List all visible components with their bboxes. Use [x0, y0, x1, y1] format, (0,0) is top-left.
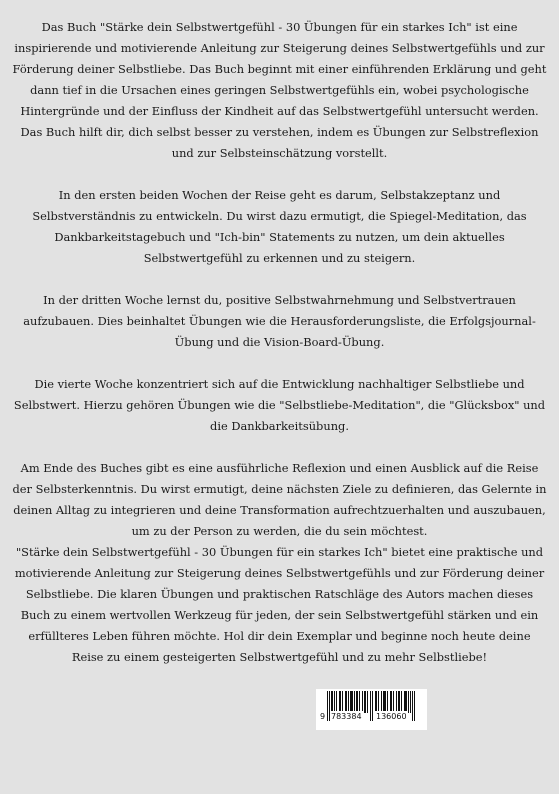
paragraph-week-four: Die vierte Woche konzentriert sich auf die Entwicklung nachhaltiger Selbstliebe und Selbstwert. Hierzu gehören Übungen wie die "Selbstliebe-Meditation", die "Glücksbox" und die Dankbarkeitsübung. [13, 377, 546, 433]
paragraph-weeks-one-two: In den ersten beiden Wochen der Reise geht es darum, Selbstakzeptanz und Selbstverständnis zu entwickeln. Du wirst dazu ermutigt, die Spiegel-Meditation, das Dankbarkeitstagebuch und "Ich-bin" Statements zu nutzen, um dein aktuelles Selbstwertgefühl zu erkennen und zu steigern. [32, 188, 527, 265]
paragraph-ending: Am Ende des Buches gibt es eine ausführliche Reflexion und einen Ausblick auf die Reise der Selbsterkenntnis. Du wirst ermutigt, deine nächsten Ziele zu definieren, das Gelernte in deinen Alltag zu integrieren und deine Transformation aufrechtzuerhalten und auszubauen, um zu der Person zu werden, die du sein möchtest. [12, 461, 547, 538]
paragraph-self-understanding: Das Buch hilft dir, dich selbst besser zu verstehen, indem es Übungen zur Selbstreflexion und zur Selbsteinschätzung vorstellt. [20, 125, 539, 160]
barcode-left-group: 783384 [331, 712, 362, 721]
barcode-right-group: 136060 [376, 712, 407, 721]
barcode-first-digit: 9 [320, 712, 326, 721]
paragraph-intro: Das Buch "Stärke dein Selbstwertgefühl - 30 Übungen für ein starkes Ich" ist eine inspirierende und motivierende Anleitung zur Steigerung deines Selbstwertgefühls und zur Förderung deiner Selbstliebe. Das Buch beginnt mit einer einführenden Erklärung und geht dann tief in die Ursachen eines geringen Selbstwertgefühls ein, wobei psychologische Hintergründe und der Einfluss der Kindheit auf das Selbstwertgefühl untersucht werden. [12, 20, 547, 118]
paragraph-week-three: In der dritten Woche lernst du, positive Selbstwahrnehmung und Selbstvertrauen aufzubauen. Dies beinhaltet Übungen wie die Herausforderungsliste, die Erfolgsjournal-Übung und die Vision-Board-Übung. [23, 293, 536, 349]
barcode-number [316, 711, 427, 723]
blurb-text [12, 17, 547, 668]
paragraph-summary: "Stärke dein Selbstwertgefühl - 30 Übungen für ein starkes Ich" bietet eine praktische und motivierende Anleitung zur Steigerung deines Selbstwertgefühls und zur Förderung deiner Selbstliebe. Die klaren Übungen und praktischen Ratschläge des Autors machen dieses Buch zu einem wertvollen Werkzeug für jeden, der sein Selbstwertgefühl stärken und ein erfüllteres Leben führen möchte. Hol dir dein Exemplar und beginne noch heute deine Reise zu einem gesteigerten Selbstwertgefühl und zu mehr Selbstliebe! [14, 545, 545, 664]
barcode-bars [316, 689, 427, 730]
barcode [316, 689, 427, 730]
